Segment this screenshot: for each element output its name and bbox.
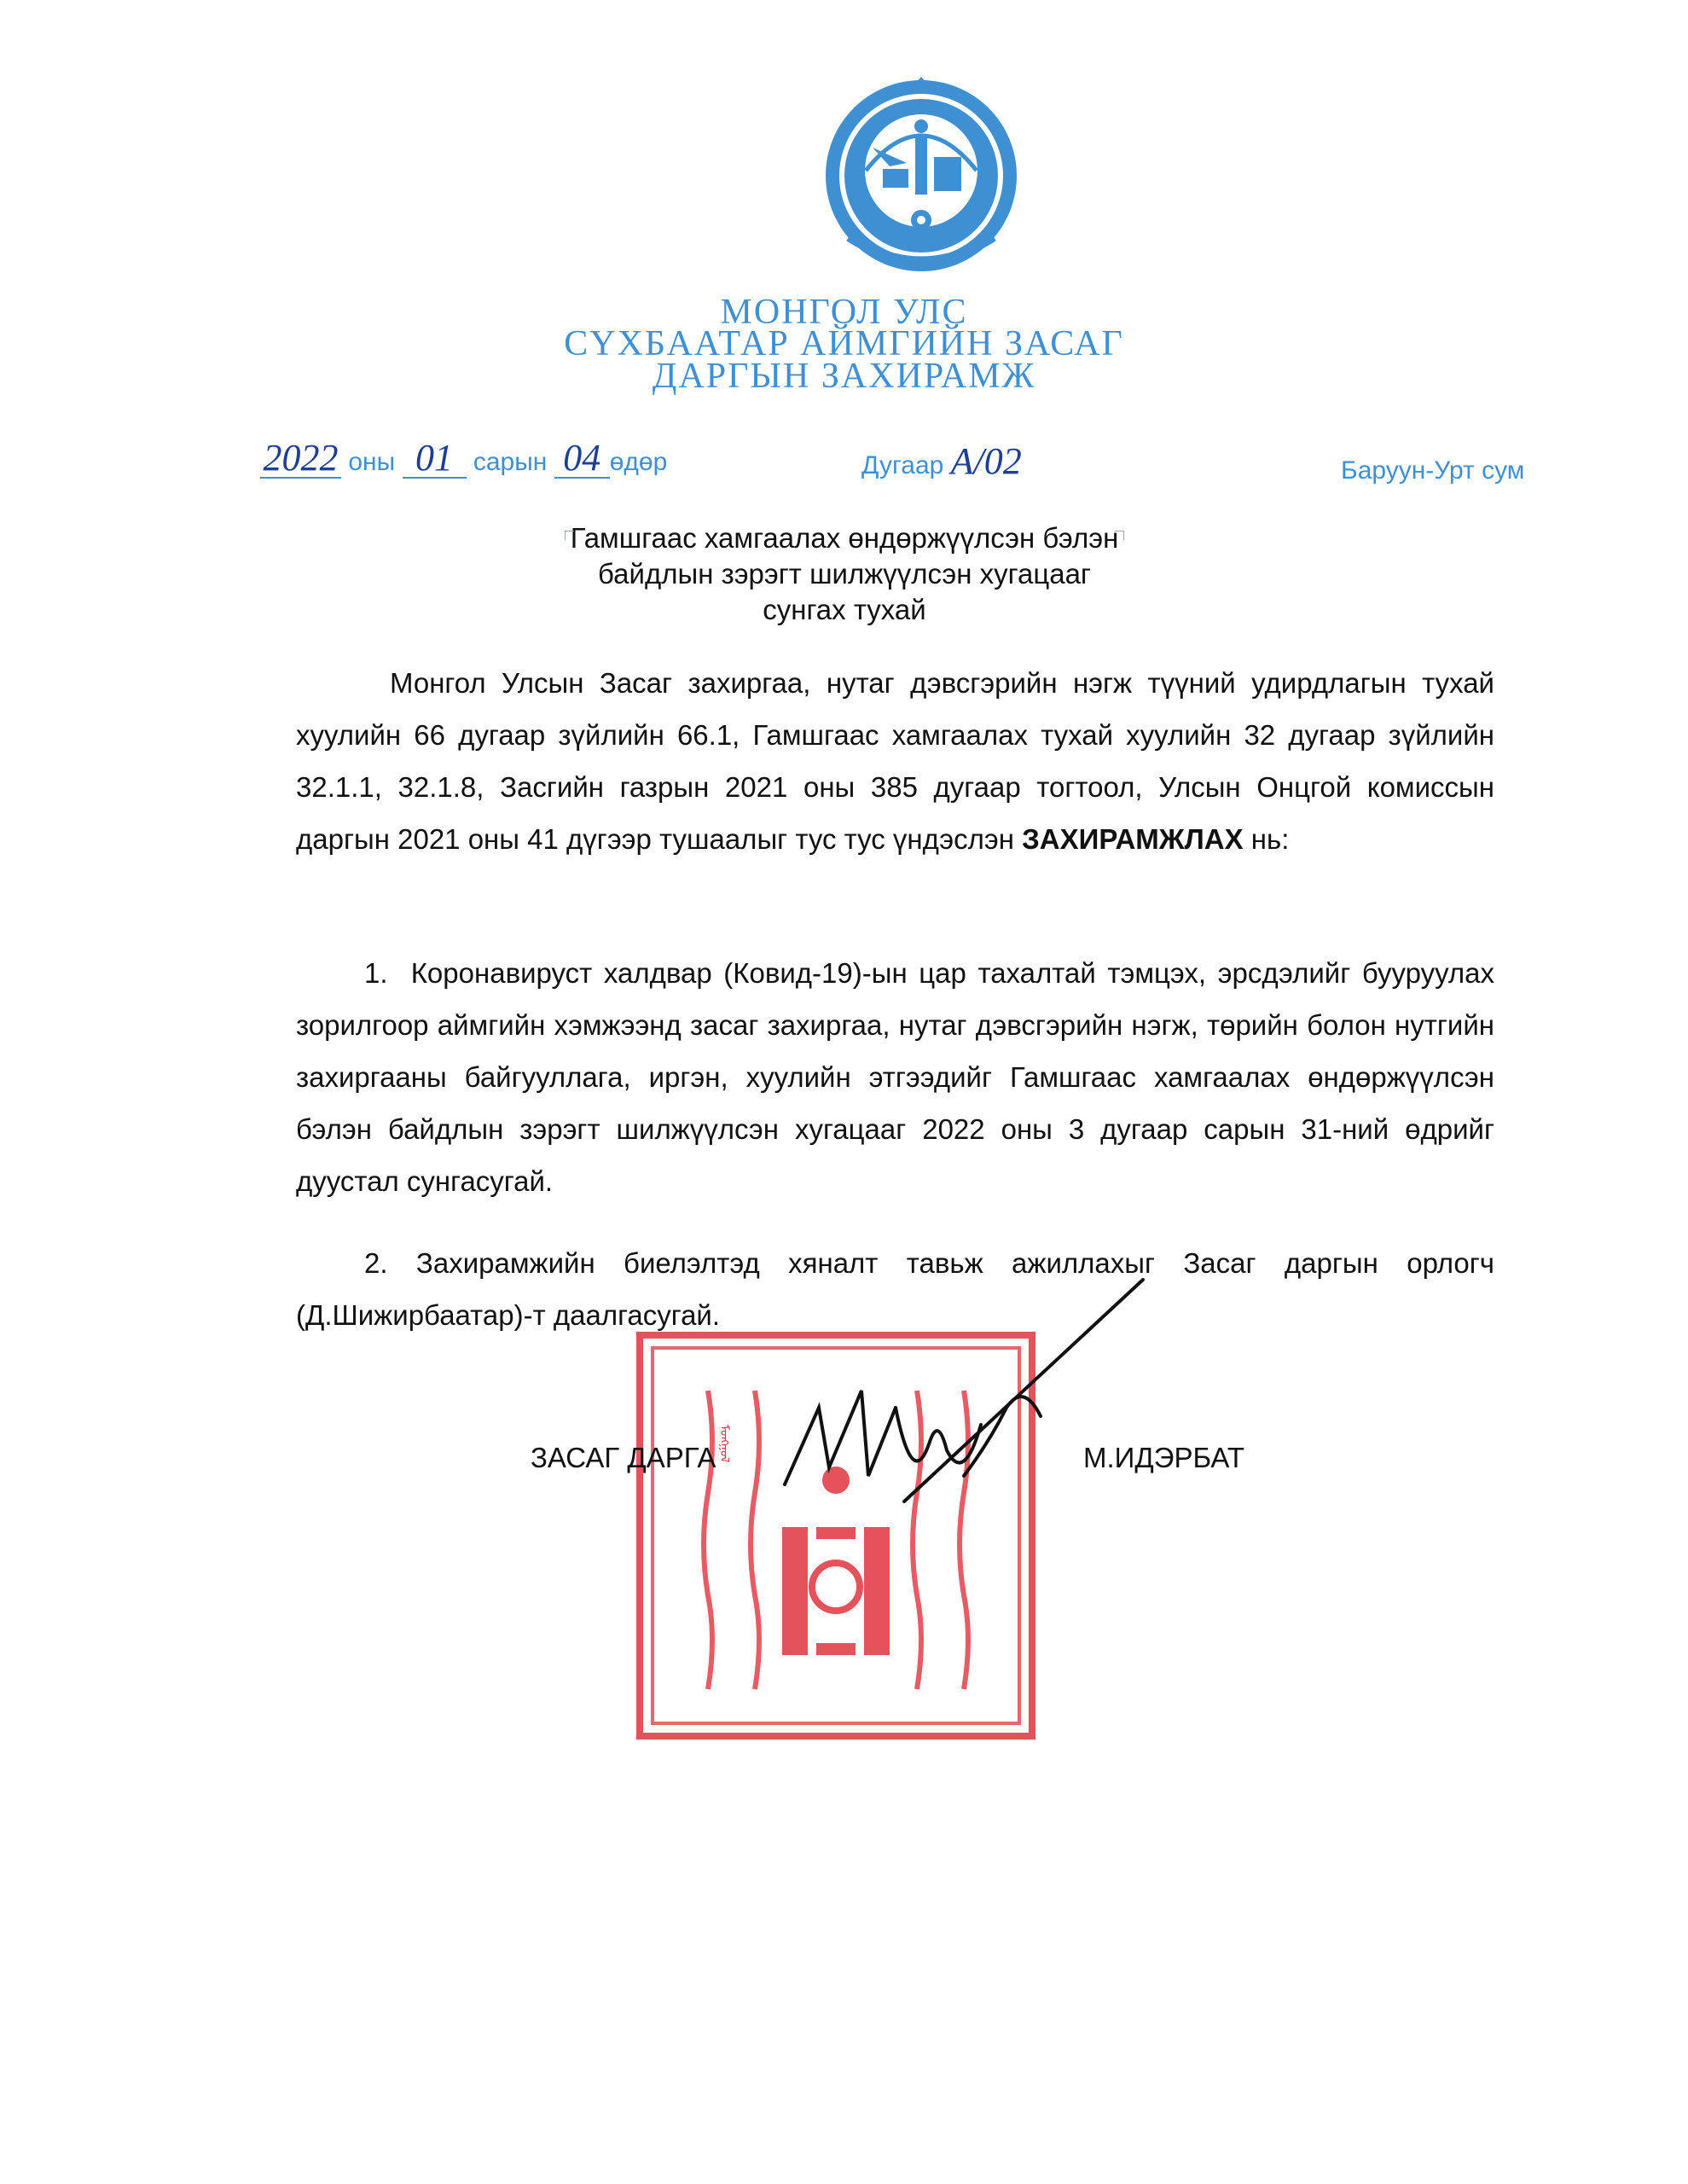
date-year: 2022 <box>260 439 341 479</box>
signatory-name: М.ИДЭРБАТ <box>1083 1442 1244 1473</box>
number-label: Дугаар <box>861 451 944 479</box>
svg-text:ᠮᠣᠩᠭᠣᠯ: ᠮᠣᠩᠭᠣᠯ <box>717 1425 731 1463</box>
title-line-2: байдлын зэрэгт шилжүүлсэн хугацааг <box>598 558 1091 590</box>
preamble-paragraph <box>296 657 1494 865</box>
order-tail: нь: <box>1243 823 1290 855</box>
date-day-suffix: өдөр <box>609 448 668 476</box>
item-2-text: Захирамжийн биелэлтэд хяналт тавьж ажиллахыг Засаг даргын орлогч (Д.Шижирбаатар)-т даалгасугай. <box>296 1247 1494 1331</box>
preamble-text: Монгол Улсын Засаг захиргаа, нутаг дэвсгэрийн нэгж түүний удирдлагын тухай хуулийн 66 дугаар зүйлийн 66.1, Гамшгаас хамгаалах тухай хуулийн 32 дугаар зүйлийн 32.1.1, 32.1.8, Засгийн газрын 2021 оны 385 дугаар тогтоол, Улсын Онцгой комиссын даргын 2021 оны 41 дүгээр тушаалыг тус тус үндэслэн <box>296 667 1494 855</box>
letterhead-country: МОНГОЛ УЛС <box>720 293 968 332</box>
document-number <box>861 439 1022 483</box>
date-line <box>260 439 667 479</box>
order-word: ЗАХИРАМЖЛАХ <box>1022 823 1244 855</box>
title-line-3: сунгах тухай <box>763 594 926 625</box>
date-year-suffix: оны <box>348 448 396 476</box>
date-day: 04 <box>554 439 610 479</box>
date-month: 01 <box>403 439 467 479</box>
signature-icon <box>768 1271 1160 1527</box>
date-month-suffix: сарын <box>473 448 548 476</box>
item-1-number: 1. <box>364 957 388 989</box>
item-1-text: Коронавируст халдвар (Ковид-19)-ын цар тахалтай тэмцэх, эрсдэлийг бууруулах зорилгоор аймгийн хэмжээнд засаг захиргаа, нутаг дэвсгэрийн нэгж, төрийн болон нутгийн захиргааны байгууллага, иргэн, хуулийн этгээдийг Гамшгаас хамгаалах өндөржүүлсэн бэлэн байдлын зэрэгт шилжүүлсэн хугацааг 2022 оны 3 дугаар сарын 31-ний өдрийг дуустал сунгасугай. <box>296 957 1494 1197</box>
number-value: А/02 <box>950 440 1022 482</box>
place-name: Баруун-Урт сум <box>1341 456 1525 485</box>
signatory-position: ЗАСАГ ДАРГА <box>531 1442 716 1473</box>
title-line-1: Гамшгаас хамгаалах өндөржүүлсэн бэлэн <box>570 522 1119 554</box>
state-emblem-icon <box>815 75 1028 284</box>
letterhead-doc-type: ДАРГЫН ЗАХИРАМЖ <box>652 357 1036 396</box>
letterhead-authority: СҮХБААТАР АЙМГИЙН ЗАСАГ <box>564 324 1124 363</box>
order-item-1 <box>296 947 1494 1207</box>
item-2-number: 2. <box>364 1247 388 1279</box>
title-corner-left <box>565 531 574 540</box>
title-corner-right <box>1115 531 1124 540</box>
document-title <box>478 520 1211 628</box>
